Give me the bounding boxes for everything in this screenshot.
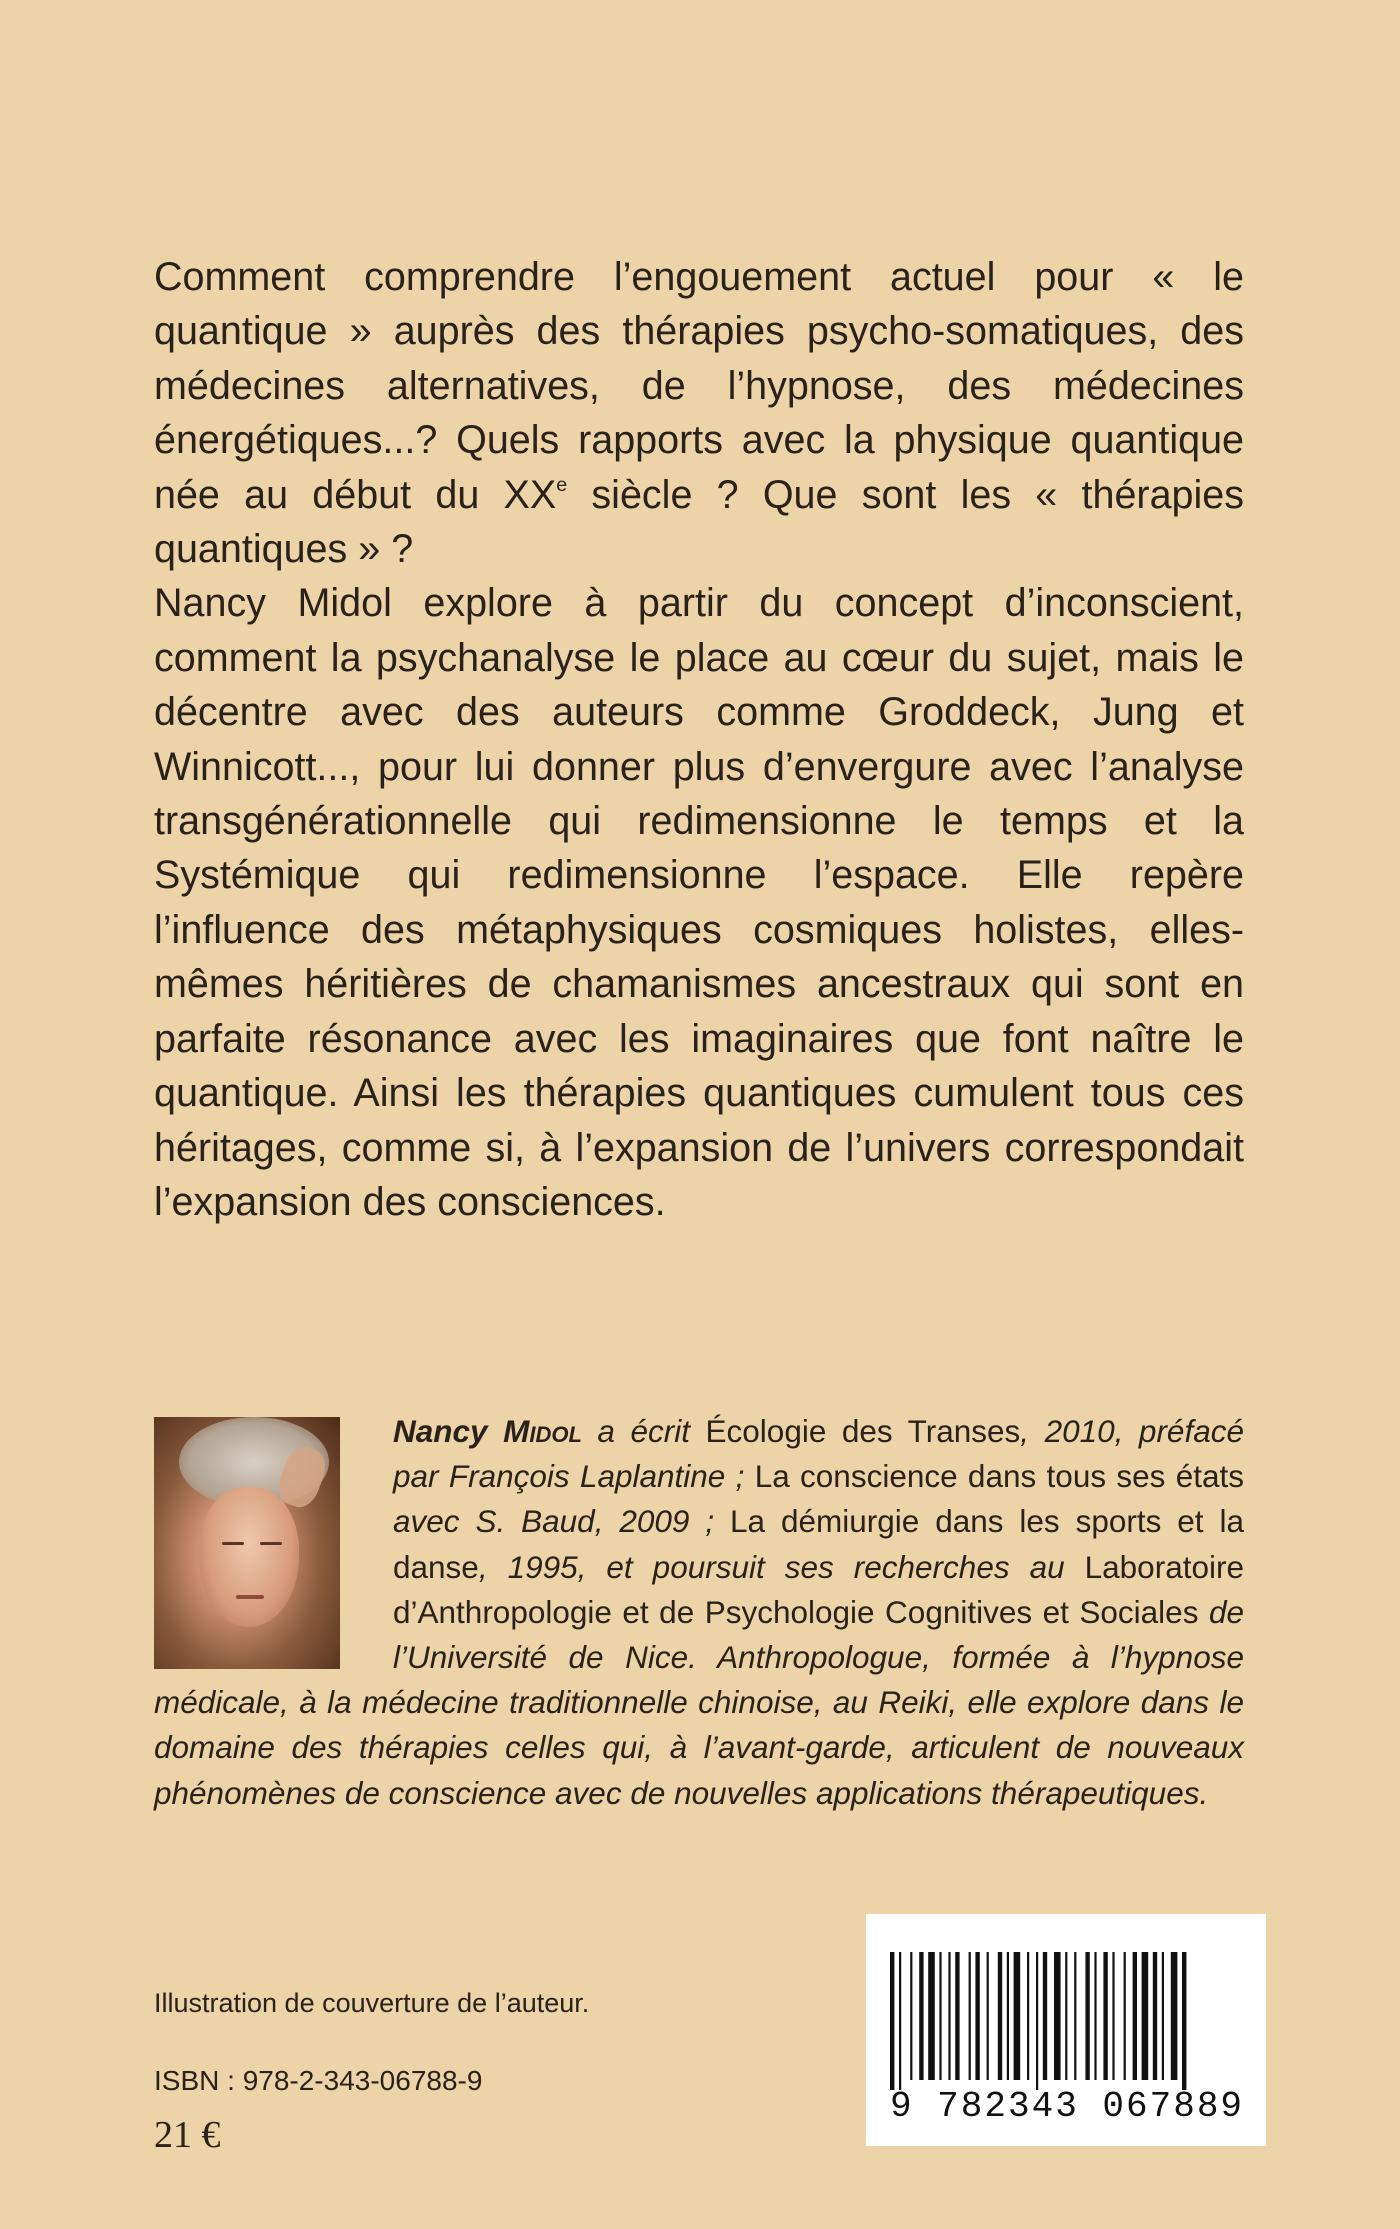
price: 21 € [154, 2114, 221, 2156]
blurb-paragraph-1: Comment comprendre l’engouement actuel pour « le quantique » auprès des thérapies psycho-somatiques, des médecines alternatives, de l’hypnose, des médecines énergétiques...? Quels rapports avec la physique quantique née au début du XXe siècle ? Que sont les « thérapies quantiques » ? [154, 255, 1244, 572]
barcode-digits: 9 782343 067889 [889, 2086, 1245, 2127]
author-first-name: Nancy [393, 1413, 488, 1449]
barcode-bars [890, 1952, 1242, 2090]
isbn: ISBN : 978-2-343-06788-9 [154, 2065, 483, 2096]
author-last-name: Midol [503, 1413, 582, 1449]
book-title-2: La conscience dans tous ses états [754, 1458, 1245, 1495]
cover-illustration-credit: Illustration de couverture de l’auteur. [154, 1988, 590, 2018]
barcode [866, 1914, 1266, 2146]
author-bio: Nancy Midol a écrit Écologie des Transes, 2010, préfacé par François Laplantine ; La conscience dans tous ses états avec S. Baud, 2009 ; La démiurgie dans les sports et la danse, 1995, et poursuit ses recherches au Laboratoire d’Anthropologie et de Psychologie Cognitives et Sociales de l’Université de Nice. Anthropologue, formée à l’hypnose médicale, à la médecine traditionnelle chinoise, au Reiki, elle explore dans le domaine des thérapies celles qui, à l’avant-garde, articulent de nouveaux phénomènes de conscience avec de nouvelles applications thérapeutiques. [154, 1413, 1245, 1811]
laboratory-name: Laboratoire d’Anthropologie et de Psychologie Cognitives et Sociales [393, 1548, 1244, 1630]
century-superscript: e [556, 473, 568, 496]
book-title-3: La démiurgie dans les sports et la danse [393, 1503, 1244, 1585]
back-cover-blurb [154, 250, 1244, 1229]
book-title-1: Écologie des Transes [705, 1413, 1021, 1449]
blurb-paragraph-2: Nancy Midol explore à partir du concept d’inconscient, comment la psychanalyse le place au cœur du sujet, mais le décentre avec des auteurs comme Groddeck, Jung et Winnicott..., pour lui donner plus d’envergure avec l’analyse transgénérationnelle qui redimensionne le temps et la Systémique qui redimensionne l’espace. Elle repère l’influence des métaphysiques cosmiques holistes, elles-mêmes héritières de chamanismes ancestraux qui sont en parfaite résonance avec les imaginaires que font naître le quantique. Ainsi les thérapies quantiques cumulent tous ces héritages, comme si, à l’expansion de l’univers correspondait l’expansion des consciences. [154, 581, 1244, 1224]
